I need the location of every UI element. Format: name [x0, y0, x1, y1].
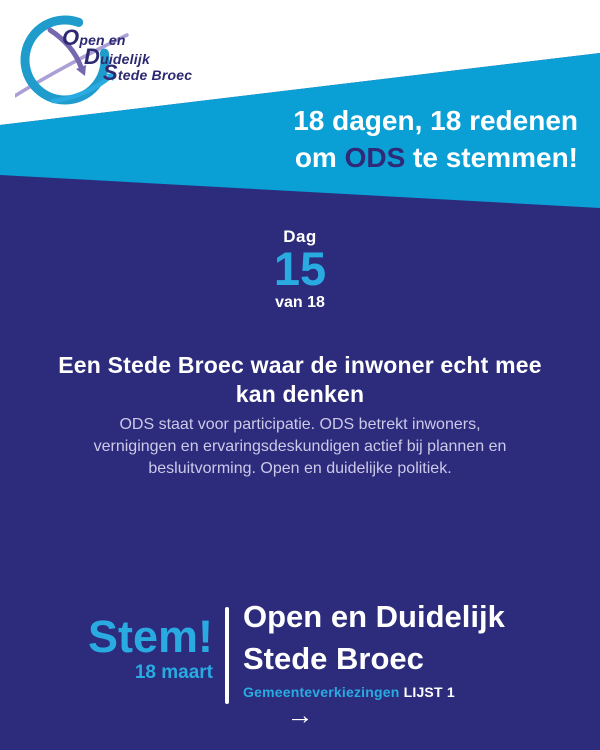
vote-cta: Stem!	[87, 611, 213, 662]
logo-text-line3: Stede Broec	[103, 60, 193, 85]
day-number: 15	[273, 242, 327, 295]
campaign-slogan	[293, 102, 578, 176]
slogan-ods-highlight: ODS	[344, 142, 406, 173]
body-text-line2: vernigingen en ervaringsdeskundigen actief bij plannen en	[93, 438, 507, 455]
logo-text-line1: Open en	[62, 25, 126, 50]
slogan-line2-pre: om	[294, 142, 345, 173]
party-name-line2: Stede Broec	[243, 641, 424, 676]
body-text-line3: besluitvorming. Open en duidelijke politiek.	[148, 460, 452, 477]
ods-logo	[15, 5, 235, 123]
logo-text-line2: Duidelijk	[84, 44, 150, 69]
list-number-value: LIJST 1	[403, 684, 455, 700]
footer-divider	[225, 607, 229, 704]
headline-line1: Een Stede Broec waar de inwoner echt mee	[58, 352, 542, 378]
body-text-line1: ODS staat voor participatie. ODS betrekt inwoners,	[119, 416, 481, 433]
slogan-line2-post: te stemmen!	[405, 142, 578, 173]
list-number-label	[400, 684, 455, 700]
day-label: Dag	[283, 227, 317, 246]
election-type-label: Gemeenteverkiezingen	[243, 684, 400, 700]
next-arrow-icon: →	[286, 700, 314, 730]
slogan-line2	[293, 139, 578, 176]
day-total-label: van 18	[275, 294, 325, 311]
headline-line2: kan denken	[235, 381, 365, 407]
election-info	[243, 684, 455, 700]
slogan-line1: 18 dagen, 18 redenen	[293, 105, 578, 136]
election-date: 18 maart	[134, 662, 213, 683]
party-name-line1: Open en Duidelijk	[243, 599, 505, 634]
